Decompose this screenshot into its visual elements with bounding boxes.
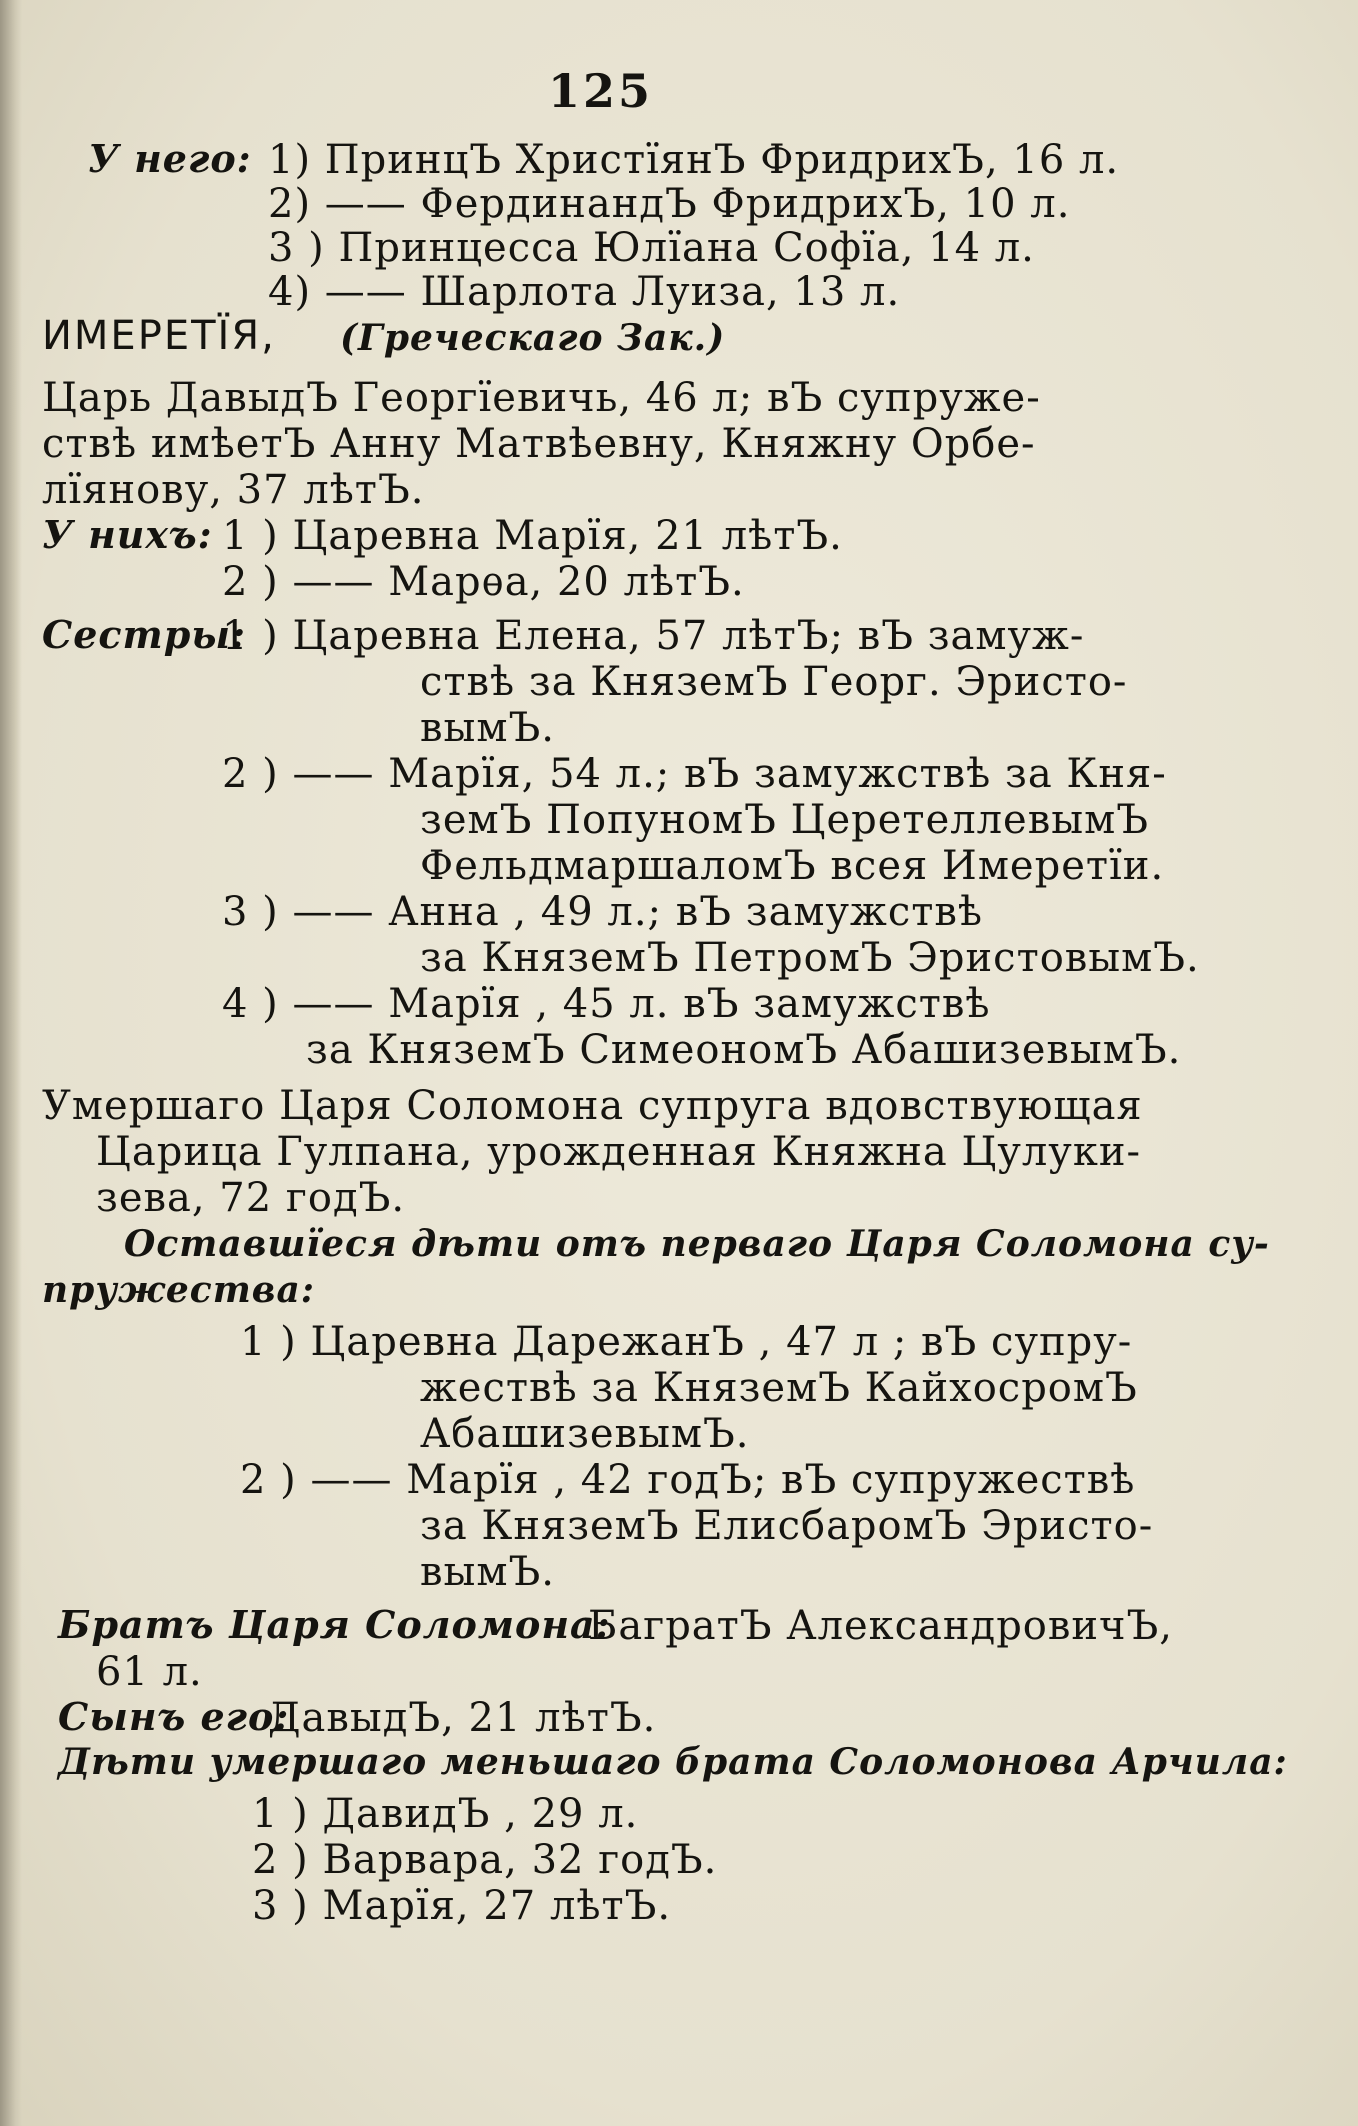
text-line: ствѣ имѣетЪ Анну Матвѣевну, Княжну Орбе- — [42, 421, 1036, 467]
text-line: жествѣ за КняземЪ КайхосромЪ — [420, 1365, 1138, 1411]
text-line: 1 ) ДавидЪ , 29 л. — [252, 1791, 639, 1837]
text-line: лїянову, 37 лѣтЪ. — [42, 467, 425, 513]
page-number: 125 — [548, 64, 654, 118]
text-line: БагратЪ АлександровичЪ, — [588, 1603, 1173, 1649]
text-line: Царица Гулпана, урожденная Княжна Цулуки- — [96, 1129, 1142, 1175]
line-label: Братъ Царя Соломона: — [58, 1602, 611, 1647]
text-line: 2 ) —— Марїя, 54 л.; вЪ замужствѣ за Кня- — [222, 751, 1167, 797]
section-heading: ИМЕРЕТЇЯ, — [42, 313, 276, 359]
text-line: 3 ) Марїя, 27 лѣтЪ. — [252, 1883, 672, 1929]
text-line: АбашизевымЪ. — [420, 1411, 750, 1457]
text-line: земЪ ПопуномЪ ЦерeтеллевымЪ — [420, 797, 1149, 843]
text-line: вымЪ. — [420, 1549, 555, 1595]
text-line: 2 ) —— Марѳа, 20 лѣтЪ. — [222, 559, 745, 605]
text-line: 4 ) —— Марїя , 45 л. вЪ замужствѣ — [222, 981, 991, 1027]
line-label: Оставшїеся дѣти отъ перваго Царя Соломона су- — [124, 1223, 1270, 1265]
section-subheading: (Греческаго Зак.) — [340, 317, 726, 359]
text-line: зева, 72 годЪ. — [96, 1175, 406, 1221]
line-label: пружества: — [42, 1269, 316, 1311]
text-line: 2) —— ФердинандЪ ФридрихЪ, 10 л. — [268, 181, 1071, 227]
text-line: 61 л. — [96, 1649, 203, 1695]
line-label: У нихъ: — [42, 512, 213, 557]
line-label: Сынъ его: — [58, 1694, 290, 1739]
text-line: 1 ) Царевна Елена, 57 лѣтЪ; вЪ замуж- — [222, 613, 1085, 659]
text-line: 1 ) Царевна Марїя, 21 лѣтЪ. — [222, 513, 843, 559]
page-gutter-shadow — [0, 0, 22, 2126]
text-line: за КняземЪ ПетромЪ ЭристовымЪ. — [420, 935, 1200, 981]
text-line: 1 ) Царевна ДарежанЪ , 47 л ; вЪ супру- — [240, 1319, 1133, 1365]
text-line: за КняземЪ СимеономЪ АбашизевымЪ. — [306, 1027, 1182, 1073]
text-line: ствѣ за КняземЪ Георг. Эристо- — [420, 659, 1128, 705]
text-line: за КняземЪ ЕлисбаромЪ Эристо- — [420, 1503, 1154, 1549]
text-line: 3 ) —— Анна , 49 л.; вЪ замужствѣ — [222, 889, 984, 935]
text-line: 1) ПринцЪ ХристїянЪ ФридрихЪ, 16 л. — [268, 137, 1120, 183]
line-label: Дѣти умершаго меньшаго брата Соломонова Арчила: — [58, 1741, 1288, 1783]
text-line: вымЪ. — [420, 705, 555, 751]
text-line: 3 ) Принцесса Юлїана Софїа, 14 л. — [268, 225, 1035, 271]
text-line: Умершаго Царя Соломона супруга вдовствующая — [42, 1083, 1143, 1129]
text-line: Царь ДавыдЪ Георгїевичь, 46 л; вЪ супруже- — [42, 375, 1041, 421]
text-line: 4) —— Шарлота Луиза, 13 л. — [268, 269, 901, 315]
text-line: ФельдмаршаломЪ всея Имеретїи. — [420, 843, 1165, 889]
text-line: 2 ) —— Марїя , 42 годЪ; вЪ супружествѣ — [240, 1457, 1136, 1503]
line-label: У него: — [88, 136, 252, 181]
text-line: 2 ) Варвара, 32 годЪ. — [252, 1837, 718, 1883]
line-label: Сестры: — [42, 612, 247, 657]
text-line: ДавыдЪ, 21 лѣтЪ. — [268, 1695, 657, 1741]
